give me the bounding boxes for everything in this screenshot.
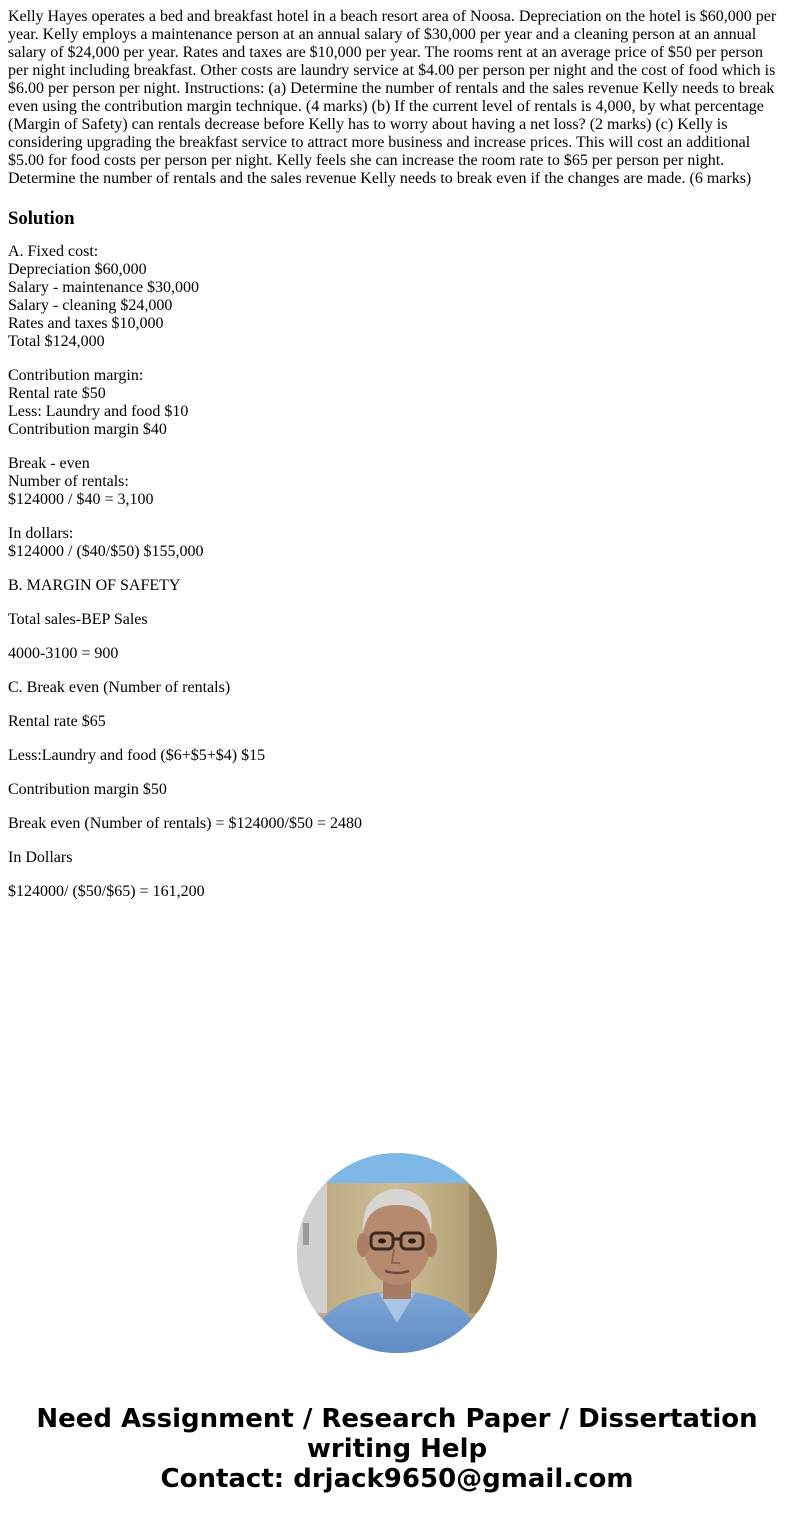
solution-paragraph: In Dollars — [8, 849, 73, 866]
solution-line: Salary - maintenance $30,000 — [8, 279, 200, 296]
avatar-portrait-image — [297, 1153, 497, 1353]
solution-line: Rates and taxes $10,000 — [8, 315, 164, 332]
solution-body — [8, 243, 786, 901]
solution-line: In dollars: — [8, 525, 74, 542]
footer-line: writing Help — [306, 1434, 488, 1464]
contribution-margin-block — [8, 367, 786, 439]
solution-paragraph: 4000-3100 = 900 — [8, 645, 119, 662]
solution-line: Salary - cleaning $24,000 — [8, 297, 173, 314]
footer-contact: Contact: drjack9650@gmail.com — [160, 1464, 634, 1494]
solution-paragraph: Contribution margin $50 — [8, 781, 167, 798]
solution-line: Less: Laundry and food $10 — [8, 403, 189, 420]
solution-paragraph: Less:Laundry and food ($6+$5+$4) $15 — [8, 747, 266, 764]
solution-line: $124000 / $40 = 3,100 — [8, 491, 154, 508]
footer-line: Need Assignment / Research Paper / Dissertation — [36, 1404, 758, 1434]
solution-line: Contribution margin: — [8, 367, 144, 384]
margin-of-safety-heading: B. MARGIN OF SAFETY — [8, 577, 181, 594]
solution-paragraph: Rental rate $65 — [8, 713, 106, 730]
break-even-block — [8, 455, 786, 509]
solution-line: Total $124,000 — [8, 333, 105, 350]
solution-line: Number of rentals: — [8, 473, 129, 490]
avatar — [297, 1153, 497, 1353]
solution-paragraph: Total sales-BEP Sales — [8, 611, 148, 628]
solution-line: Rental rate $50 — [8, 385, 106, 402]
fixed-cost-block — [8, 243, 786, 351]
in-dollars-block — [8, 525, 786, 561]
solution-paragraph: Break even (Number of rentals) = $124000/$50 = 2480 — [8, 815, 362, 832]
solution-heading: Solution — [8, 208, 75, 229]
solution-paragraph: $124000/ ($50/$65) = 161,200 — [8, 883, 205, 900]
question-text: Kelly Hayes operates a bed and breakfast hotel in a beach resort area of Noosa. Depreciation on the hotel is $60,000 per year. Kelly employs a maintenance person at an annual salary of $30,000 per year and a cleaning person at an annual salary of $24,000 per year. Rates and taxes are $10,000 per year. The rooms rent at an average price of $50 per person per night including breakfast. Other costs are laundry service at $4.00 per person per night and the cost of food which is $6.00 per person per night. Instructions: (a) Determine the number of rentals and the sales revenue Kelly needs to break even using the contribution margin technique. (4 marks) (b) If the current level of rentals is 4,000, by what percentage (Margin of Safety) can rentals decrease before Kelly has to worry about having a net loss? (2 marks) (c) Kelly is considering upgrading the breakfast service to attract more business and increase prices. This will cost an additional $5.00 for food costs per person per night. Kelly feels she can increase the room rate to $65 per person per night. Determine the number of rentals and the sales revenue Kelly needs to break even if the changes are made. (6 marks) — [8, 8, 777, 187]
footer-advert — [0, 1404, 794, 1494]
document-content — [8, 8, 786, 917]
part-c-heading: C. Break even (Number of rentals) — [8, 679, 231, 696]
solution-line: Break - even — [8, 455, 90, 472]
solution-line: Contribution margin $40 — [8, 421, 167, 438]
solution-line: A. Fixed cost: — [8, 243, 99, 260]
solution-line: Depreciation $60,000 — [8, 261, 147, 278]
solution-line: $124000 / ($40/$50) $155,000 — [8, 543, 204, 560]
